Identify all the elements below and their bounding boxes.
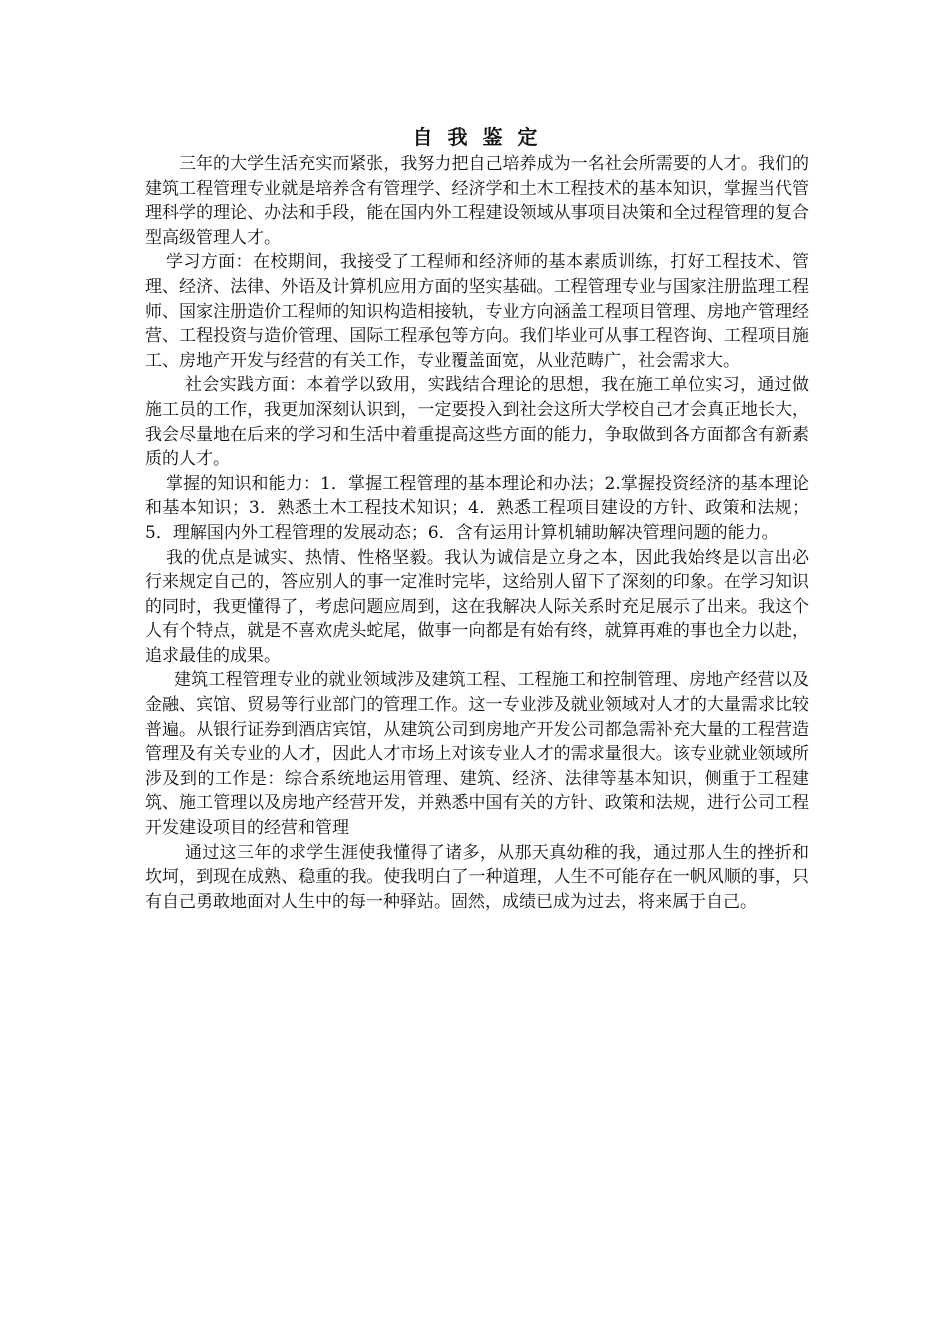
paragraph-conclusion: 通过这三年的求学生涯使我懂得了诸多，从那天真幼稚的我，通过那人生的挫折和坎坷，到现在成熟、稳重的我。使我明白了一种道理，人生不可能存在一帆风顺的事，只有自己勇敢地面对人生中的每一种驿站。固然，成绩已成为过去，将来属于自己。 xyxy=(145,842,809,912)
paragraph-strengths: 我的优点是诚实、热情、性格坚毅。我认为诚信是立身之本，因此我始终是以言出必行来规定自己的，答应别人的事一定准时完毕，这给别人留下了深刻的印象。在学习知识的同时，我更懂得了，考虑问题应周到，这在我解决人际关系时充足展示了出来。我这个人有个特点，就是不喜欢虎头蛇尾，做事一向都是有始有终，就算再难的事也全力以赴，追求最佳的成果。 xyxy=(145,547,809,666)
paragraph-knowledge: 掌握的知识和能力：1．掌握工程管理的基本理论和办法；2.掌握投资经济的基本理论和基本知识；3．熟悉土木工程技术知识；4．熟悉工程项目建设的方针、政策和法规；5．理解国内外工程管理的发展动态；6．含有运用计算机辅助解决管理问题的能力。 xyxy=(145,473,809,543)
document-title: 自 我 鉴 定 xyxy=(412,125,542,149)
paragraph-practice: 社会实践方面：本着学以致用，实践结合理论的思想，我在施工单位实习，通过做施工员的工作，我更加深刻认识到，一定要投入到社会这所大学校自己才会真正地长大，我会尽量地在后来的学习和生活中着重提高这些方面的能力，争取做到各方面都含有新素质的人才。 xyxy=(145,375,809,470)
paragraph-study: 学习方面：在校期间，我接受了工程师和经济师的基本素质训练，打好工程技术、管理、经济、法律、外语及计算机应用方面的坚实基础。工程管理专业与国家注册监理工程师、国家注册造价工程师的知识构造相接轨，专业方向涵盖工程项目管理、房地产管理经营、工程投资与造价管理、国际工程承包等方向。我们毕业可从事工程咨询、工程项目施工、房地产开发与经营的有关工作，专业覆盖面宽，从业范畴广，社会需求大。 xyxy=(145,252,809,371)
paragraph-employment: 建筑工程管理专业的就业领域涉及建筑工程、工程施工和控制管理、房地产经营以及金融、宾馆、贸易等行业部门的管理工作。这一专业涉及就业领域对人才的大量需求比较普遍。从银行证券到酒店宾馆，从建筑公司到房地产开发公司都急需补充大量的工程营造管理及有关专业的人才，因此人才市场上对该专业人才的需求量很大。该专业就业领域所涉及到的工作是：综合系统地运用管理、建筑、经济、法律等基本知识，侧重于工程建筑、施工管理以及房地产经营开发，并熟悉中国有关的方针、政策和法规，进行公司工程开发建设项目的经营和管理 xyxy=(145,670,809,839)
paragraph-intro: 三年的大学生活充实而紧张，我努力把自己培养成为一名社会所需要的人才。我们的建筑工程管理专业就是培养含有管理学、经济学和土木工程技术的基本知识，掌握当代管理科学的理论、办法和手段，能在国内外工程建设领域从事项目决策和全过程管理的复合型高级管理人才。 xyxy=(145,154,809,248)
document-page xyxy=(145,122,809,914)
